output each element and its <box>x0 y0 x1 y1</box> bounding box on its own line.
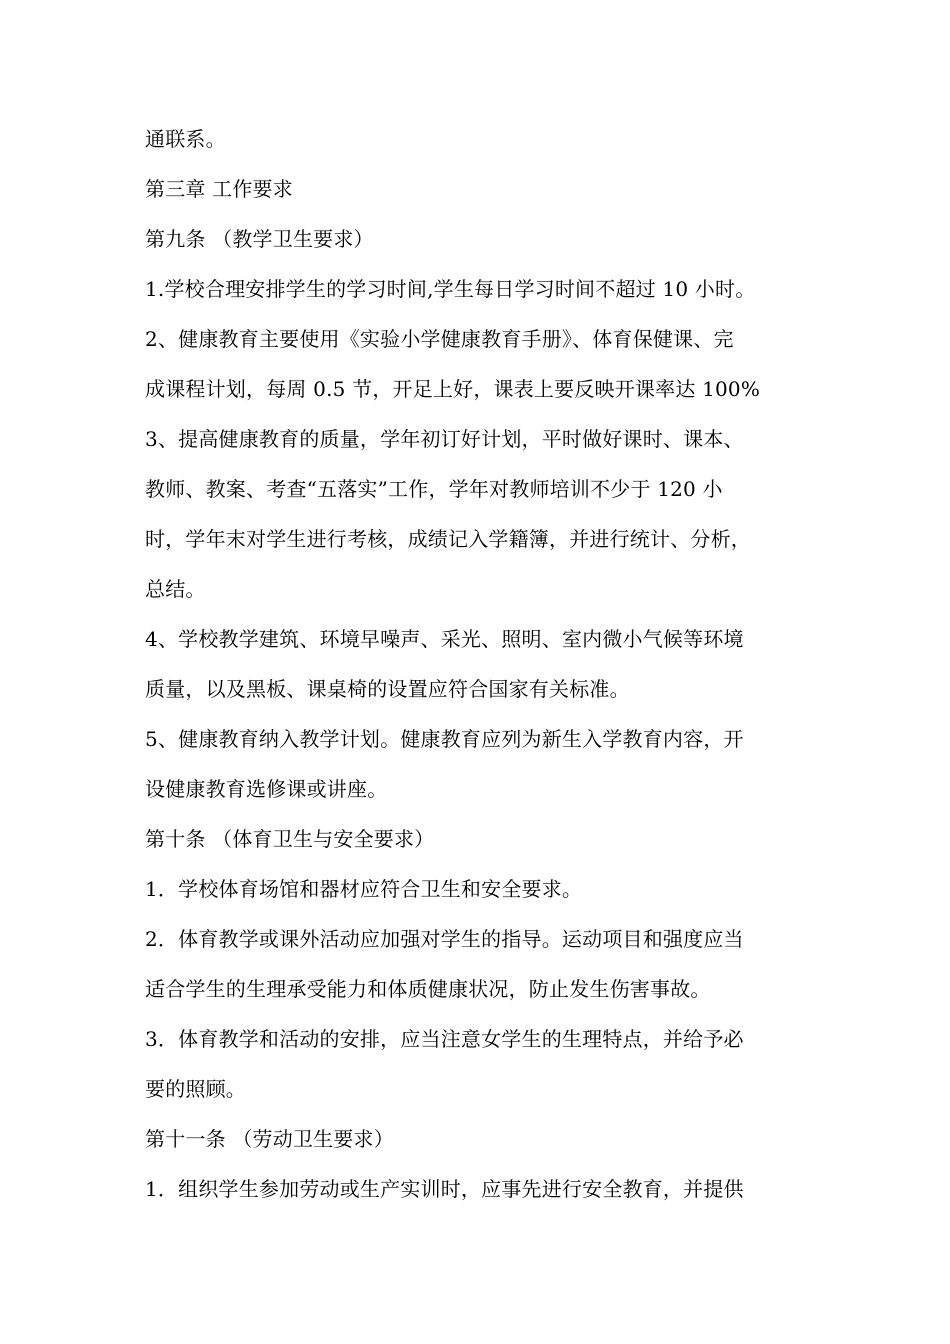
document-body <box>145 114 810 1214</box>
text-line: 成课程计划，每周 0.5 节，开足上好，课表上要反映开课率达 100% <box>145 377 761 401</box>
text-line: 1．学校体育场馆和器材应符合卫生和安全要求。 <box>145 877 583 901</box>
text-line: 1.学校合理安排学生的学习时间,学生每日学习时间不超过 10 小时。 <box>145 277 756 301</box>
text-line: 设健康教育选修课或讲座。 <box>145 777 388 801</box>
text-line: 2．体育教学或课外活动应加强对学生的指导。运动项目和强度应当 <box>145 927 744 951</box>
text-line: 4、学校教学建筑、环境早噪声、采光、照明、室内微小气候等环境 <box>145 627 744 651</box>
text-line: 质量，以及黑板、课桌椅的设置应符合国家有关标准。 <box>145 677 630 701</box>
text-line: 3、提高健康教育的质量，学年初订好计划，平时做好课时、课本、 <box>145 427 744 451</box>
text-line: 教师、教案、考查“五落实”工作，学年对教师培训不少于 120 小 <box>145 477 723 501</box>
text-line: 2、健康教育主要使用《实验小学健康教育手册》、体育保健课、完 <box>145 327 734 351</box>
article-heading: 第十条 （体育卫生与安全要求） <box>145 827 435 851</box>
text-line: 要的照顾。 <box>145 1077 246 1101</box>
text-line: 3．体育教学和活动的安排，应当注意女学生的生理特点，并给予必 <box>145 1027 744 1051</box>
article-heading: 第九条 （教学卫生要求） <box>145 227 374 251</box>
text-line: 1．组织学生参加劳动或生产实训时，应事先进行安全教育，并提供 <box>145 1177 744 1201</box>
text-line: 通联系。 <box>145 127 226 151</box>
text-line: 适合学生的生理承受能力和体质健康状况，防止发生伤害事故。 <box>145 977 711 1001</box>
text-line: 5、健康教育纳入教学计划。健康教育应列为新生入学教育内容，开 <box>145 727 744 751</box>
article-heading: 第十一条 （劳动卫生要求） <box>145 1127 394 1151</box>
chapter-heading: 第三章 工作要求 <box>145 177 293 201</box>
text-line: 总结。 <box>145 577 206 601</box>
text-line: 时，学年末对学生进行考核，成绩记入学籍簿，并进行统计、分析， <box>145 527 751 551</box>
